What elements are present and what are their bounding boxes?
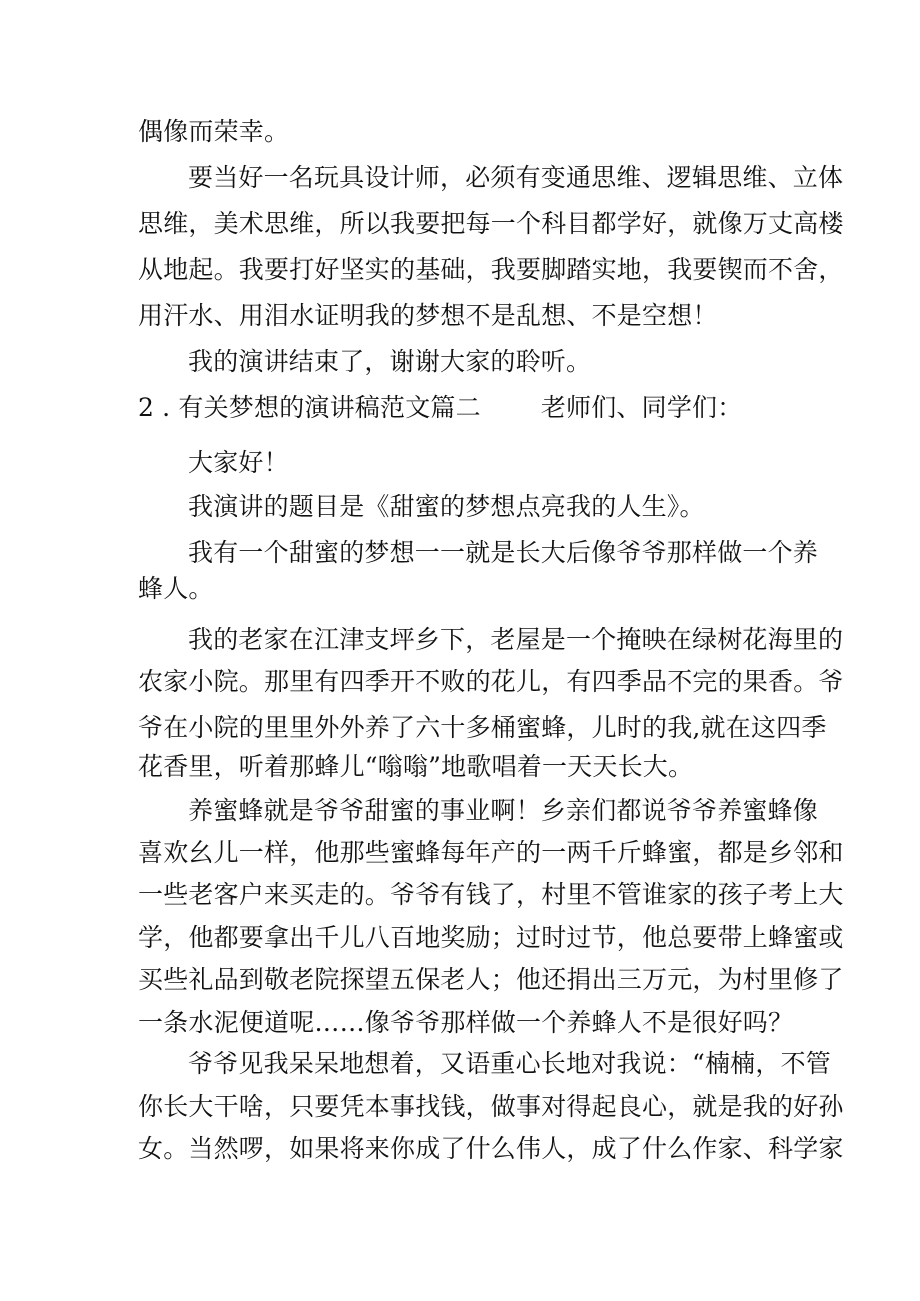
heading-title: . 有关梦想的演讲稿范文篇二 [162, 393, 481, 422]
section-heading [138, 385, 788, 431]
text-line: 从地起。我要打好坚实的基础，我要脚踏实地，我要锲而不舍， [138, 255, 844, 284]
text-line: 养蜜蜂就是爷爷甜蜜的事业啊！乡亲们都说爷爷养蜜蜂像 [188, 796, 819, 825]
text-line: 偶像而荣幸。 [138, 117, 290, 146]
text-line: 我的老家在江津支坪乡下，老屋是一个掩映在绿树花海里的 [188, 625, 844, 654]
text-line: 花香里，听着那蜂儿“嗡嗡”地歌唱着一天天长大。 [138, 752, 694, 781]
text-line: 学，他都要拿出千儿八百地奖励；过时过节，他总要带上蜂蜜或 [138, 923, 844, 952]
text-line: 爷在小院的里里外外养了六十多桶蜜蜂，儿时的我,就在这四季 [138, 713, 827, 742]
text-line: 你长大干啥，只要凭本事找钱，做事对得起良心，就是我的好孙 [138, 1092, 844, 1121]
text-line: 我有一个甜蜜的梦想一一就是长大后像爷爷那样做一个养 [188, 538, 819, 567]
heading-greeting: 老师们、同学们： [540, 393, 743, 422]
text-line: 我的演讲结束了，谢谢大家的聆听。 [188, 347, 592, 376]
text-line: 一些老客户来买走的。爷爷有钱了，村里不管谁家的孩子考上大 [138, 880, 844, 909]
text-line: 思维，美术思维，所以我要把每一个科目都学好，就像万丈高楼 [138, 209, 844, 238]
text-line: 农家小院。那里有四季开不败的花儿，有四季品不完的果香。爷 [138, 667, 844, 696]
heading-number: 2 [138, 393, 155, 422]
text-line: 买些礼品到敬老院探望五保老人；他还捐出三万元，为村里修了 [138, 965, 844, 994]
text-line: 要当好一名玩具设计师，必须有变通思维、逻辑思维、立体 [188, 163, 844, 192]
text-line: 一条水泥便道呢……像爷爷那样做一个养蜂人不是很好吗？ [138, 1008, 794, 1037]
text-line: 女。当然啰，如果将来你成了什么伟人，成了什么作家、科学家 [138, 1134, 844, 1163]
text-line: 我演讲的题目是《甜蜜的梦想点亮我的人生》。 [188, 492, 705, 521]
text-line: 爷爷见我呆呆地想着，又语重心长地对我说：“楠楠，不管 [188, 1049, 831, 1078]
text-line: 喜欢幺儿一样，他那些蜜蜂每年产的一两千斤蜂蜜，都是乡邻和 [138, 838, 844, 867]
text-line: 蜂人。 [138, 574, 214, 603]
text-line: 用汗水、用泪水证明我的梦想不是乱想、不是空想！ [138, 301, 718, 330]
text-line: 大家好！ [188, 448, 289, 477]
